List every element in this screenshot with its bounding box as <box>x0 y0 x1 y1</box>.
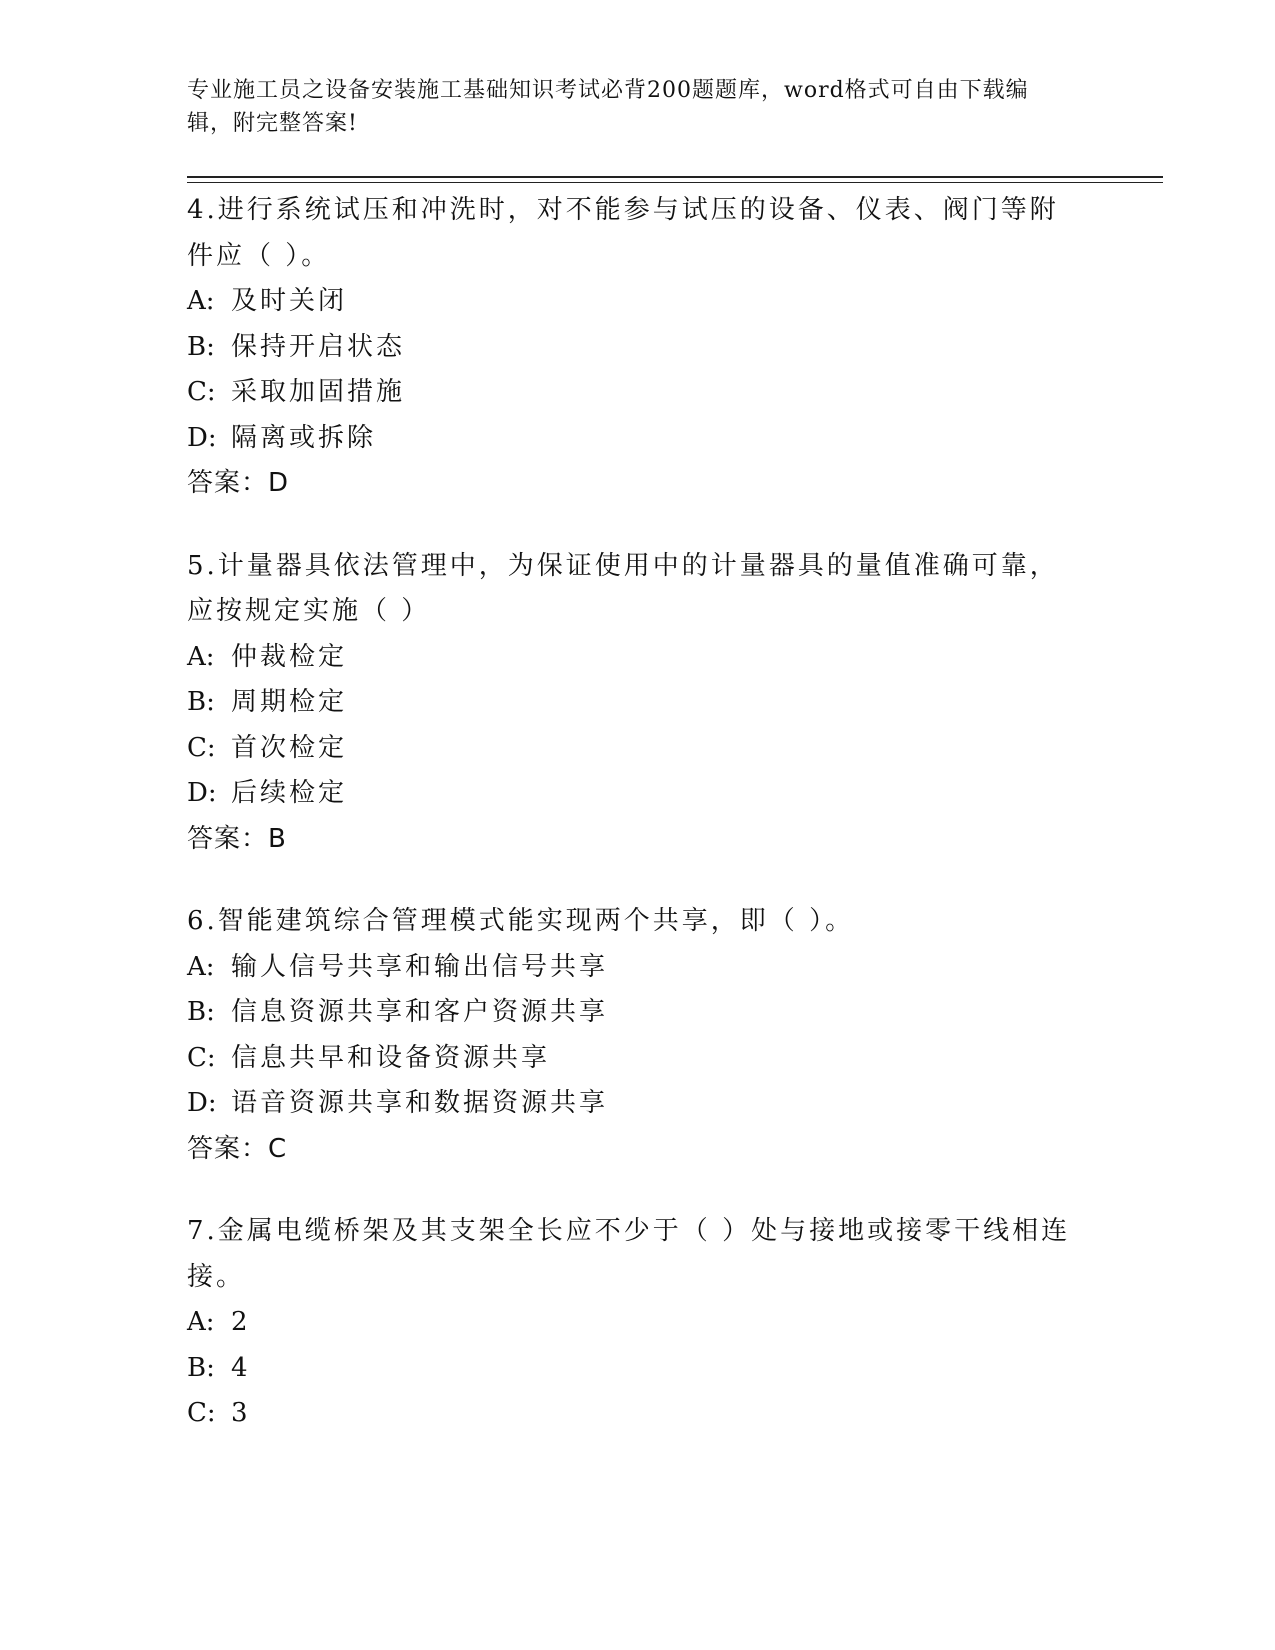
question-stem: 5.计量器具依法管理中，为保证使用中的计量器具的量值准确可靠，应按规定实施（ ） <box>187 550 1059 626</box>
question-list <box>187 188 1087 1474</box>
option-text: 采取加固措施 <box>231 377 406 407</box>
option-c <box>187 1036 1087 1082</box>
option-text: 后续检定 <box>231 778 348 808</box>
option-c <box>187 1391 1087 1437</box>
answer-line: 答案：D <box>187 468 290 498</box>
document-header <box>187 74 1067 140</box>
option-b <box>187 325 1087 371</box>
option-text: 3 <box>231 1398 251 1428</box>
option-a <box>187 1300 1087 1346</box>
option-text: 及时关闭 <box>231 286 348 316</box>
option-key: A: <box>187 951 215 982</box>
option-key: B: <box>187 1352 215 1383</box>
header-text: 专业施工员之设备安装施工基础知识考试必背200题题库，word格式可自由下载编辑，附完整答案! <box>187 78 1029 136</box>
option-text: 保持开启状态 <box>231 331 406 362</box>
option-key: D: <box>187 422 217 453</box>
option-a <box>187 945 1087 991</box>
option-text: 首次检定 <box>231 732 348 763</box>
option-text: 隔离或拆除 <box>231 422 377 453</box>
question-stem: 6.智能建筑综合管理模式能实现两个共享，即（ ）。 <box>187 906 855 936</box>
option-text: 信息共早和设备资源共享 <box>231 1042 551 1073</box>
option-text: 仲裁检定 <box>231 641 348 672</box>
option-key: B: <box>187 331 215 362</box>
question-5 <box>187 544 1087 863</box>
option-a <box>187 279 1087 325</box>
option-a <box>187 635 1087 681</box>
question-stem: 4.进行系统试压和冲洗时，对不能参与试压的设备、仪表、阀门等附件应（ ）。 <box>187 195 1059 271</box>
option-key: C: <box>187 732 216 763</box>
option-key: C: <box>187 1398 216 1428</box>
option-c <box>187 370 1087 416</box>
option-text: 4 <box>231 1352 251 1383</box>
option-b <box>187 990 1087 1036</box>
question-6 <box>187 899 1087 1172</box>
option-text: 输人信号共享和输出信号共享 <box>231 951 609 982</box>
option-key: B: <box>187 687 215 717</box>
option-key: D: <box>187 778 217 808</box>
option-text: 信息资源共享和客户资源共享 <box>231 997 609 1027</box>
option-d <box>187 416 1087 462</box>
header-divider-thin <box>187 182 1163 183</box>
option-text: 语音资源共享和数据资源共享 <box>231 1088 609 1118</box>
question-7 <box>187 1209 1087 1437</box>
option-key: D: <box>187 1088 217 1118</box>
option-key: B: <box>187 997 215 1027</box>
option-key: C: <box>187 377 216 407</box>
option-key: C: <box>187 1042 216 1073</box>
header-divider-thick <box>187 176 1163 178</box>
option-text: 2 <box>231 1307 251 1337</box>
option-d <box>187 1081 1087 1127</box>
option-b <box>187 680 1087 726</box>
option-c <box>187 726 1087 772</box>
answer-line: 答案：C <box>187 1133 288 1164</box>
answer-line: 答案：B <box>187 823 287 854</box>
option-b <box>187 1346 1087 1392</box>
option-d <box>187 771 1087 817</box>
option-key: A: <box>187 641 215 672</box>
option-key: A: <box>187 286 215 316</box>
question-4 <box>187 188 1087 507</box>
option-text: 周期检定 <box>231 687 348 717</box>
question-stem: 7.金属电缆桥架及其支架全长应不少于（ ）处与接地或接零干线相连接。 <box>187 1216 1071 1292</box>
option-key: A: <box>187 1307 215 1337</box>
